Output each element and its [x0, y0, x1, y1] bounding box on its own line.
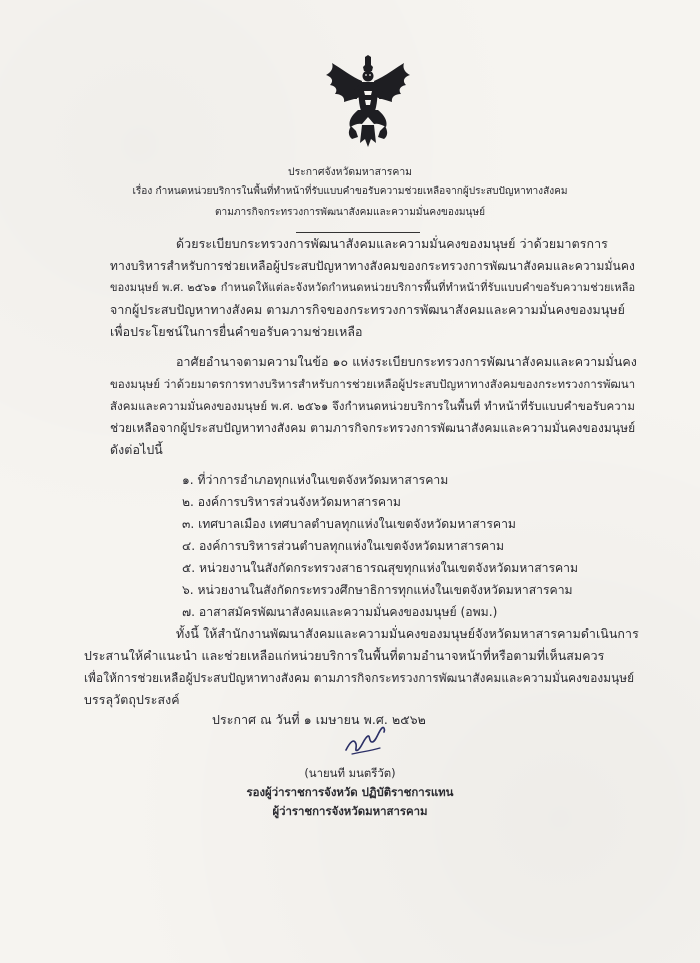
- list-item: ๓. เทศบาลเมือง เทศบาลตำบลทุกแห่งในเขตจังหวัดมหาสารคาม: [182, 517, 516, 531]
- list-item: ๕. หน่วยงานในสังกัดกระทรวงสาธารณสุขทุกแห่งในเขตจังหวัดมหาสารคาม: [182, 561, 579, 575]
- para1-line-4: จากผู้ประสบปัญหาทางสังคม ตามภารกิจของกระทรวงการพัฒนาสังคมและความมั่นคงของมนุษย์: [110, 302, 626, 317]
- signer-position: รองผู้ว่าราชการจังหวัด ปฏิบัติราชการแทน: [246, 785, 454, 799]
- para3-line-2: ประสานให้คำแนะนำ และช่วยเหลือแก่หน่วยบริการในพื้นที่ตามอำนาจหน้าที่หรือตามที่เห็นสมควร: [84, 648, 605, 663]
- para3-line-1: ทั้งนี้ ให้สำนักงานพัฒนาสังคมและความมั่นคงของมนุษย์จังหวัดมหาสารคามดำเนินการ: [176, 626, 639, 641]
- title-divider: [296, 232, 420, 233]
- para2-line-3: สังคมและความมั่นคงของมนุษย์ พ.ศ. ๒๕๖๑ จึงกำหนดหน่วยบริการในพื้นที่ ทำหน้าที่รับแบบคำขอรับความ: [110, 399, 635, 413]
- list-item: ๖. หน่วยงานในสังกัดกระทรวงศึกษาธิการทุกแห่งในเขตจังหวัดมหาสารคาม: [182, 583, 573, 597]
- para2-line-5: ดังต่อไปนี้: [110, 442, 163, 457]
- announcement-date: ประกาศ ณ วันที่ ๑ เมษายน พ.ศ. ๒๕๖๒: [212, 712, 426, 727]
- para2-line-1: อาศัยอำนาจตามความในข้อ ๑๐ แห่งระเบียบกระทรวงการพัฒนาสังคมและความมั่นคง: [176, 354, 637, 369]
- para2-line-2: ของมนุษย์ ว่าด้วยมาตรการทางบริหารสำหรับการช่วยเหลือผู้ประสบปัญหาทางสังคมของกระทรวงการพัฒนา: [110, 377, 636, 391]
- signer-name: (นายนที มนตรีวัต): [304, 766, 396, 780]
- announcement-subject: เรื่อง กำหนดหน่วยบริการในพื้นที่ทำหน้าที่รับแบบคำขอรับความช่วยเหลือจากผู้ประสบปัญหาทางสังคม: [132, 186, 568, 197]
- para3-line-3: เพื่อให้การช่วยเหลือผู้ประสบปัญหาทางสังคม ตามภารกิจกระทรวงการพัฒนาสังคมและความมั่นคงของมนุษย์: [84, 671, 635, 685]
- para2-line-4: ช่วยเหลือจากผู้ประสบปัญหาทางสังคม ตามภารกิจกระทรวงการพัฒนาสังคมและความมั่นคงของมนุษย์: [110, 421, 636, 435]
- list-item: ๑. ที่ว่าการอำเภอทุกแห่งในเขตจังหวัดมหาสารคาม: [182, 473, 449, 487]
- para3-line-4: บรรลุวัตถุประสงค์: [84, 692, 180, 707]
- list-item: ๒. องค์การบริหารส่วนจังหวัดมหาสารคาม: [182, 495, 401, 509]
- announcement-title: ประกาศจังหวัดมหาสารคาม: [288, 166, 412, 178]
- para1-line-3: ของมนุษย์ พ.ศ. ๒๕๖๑ กำหนดให้แต่ละจังหวัดกำหนดหน่วยบริการพื้นที่ทำหน้าที่รับแบบคำขอรับความช่วยเหลือ: [110, 281, 636, 294]
- announcement-subject-continued: ตามภารกิจกระทรวงการพัฒนาสังคมและความมั่นคงของมนุษย์: [215, 207, 485, 218]
- para1-line-1: ด้วยระเบียบกระทรวงการพัฒนาสังคมและความมั่นคงของมนุษย์ ว่าด้วยมาตรการ: [176, 236, 608, 251]
- signature-icon: [340, 720, 390, 760]
- garuda-emblem-icon: [318, 55, 418, 147]
- list-item: ๗. อาสาสมัครพัฒนาสังคมและความมั่นคงของมนุษย์ (อพม.): [182, 605, 498, 619]
- list-item: ๔. องค์การบริหารส่วนตำบลทุกแห่งในเขตจังหวัดมหาสารคาม: [182, 539, 505, 553]
- para1-line-5: เพื่อประโยชน์ในการยื่นคำขอรับความช่วยเหลือ: [110, 324, 363, 339]
- para1-line-2: ทางบริหารสำหรับการช่วยเหลือผู้ประสบปัญหาทางสังคมของกระทรวงการพัฒนาสังคมและความมั่นคง: [110, 259, 635, 273]
- signer-position-2: ผู้ว่าราชการจังหวัดมหาสารคาม: [272, 804, 428, 818]
